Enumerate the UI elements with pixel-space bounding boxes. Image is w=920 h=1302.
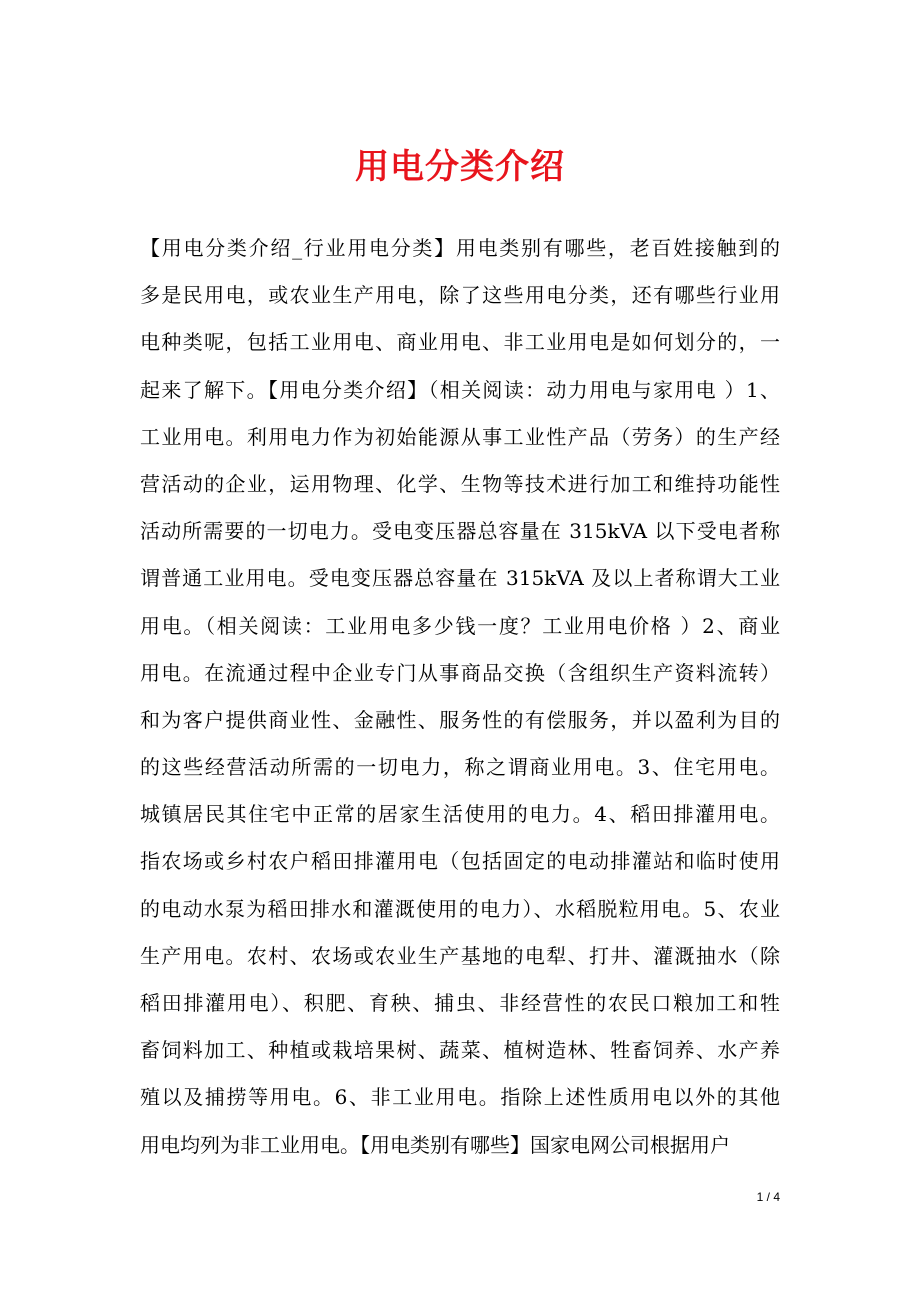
document-body — [140, 228, 780, 1172]
body-line: 活动所需要的一切电力。受电变压器总容量在 315kVA 以下受电者称 — [140, 519, 780, 544]
page-number: 1 / 4 — [756, 1190, 780, 1204]
document-title: 用电分类介绍 — [355, 147, 565, 187]
body-line: 殖以及捕捞等用电。6、非工业用电。指除上述性质用电以外的其他 — [140, 1085, 780, 1110]
body-line: 电种类呢，包括工业用电、商业用电、非工业用电是如何划分的，一 — [140, 330, 780, 355]
body-line: 和为客户提供商业性、金融性、服务性的有偿服务，并以盈利为目的 — [140, 707, 780, 732]
body-line: 畜饲料加工、种植或栽培果树、蔬菜、植树造林、牲畜饲养、水产养 — [140, 1038, 780, 1063]
body-line: 的电动水泵为稻田排水和灌溉使用的电力）、水稻脱粒用电。5、农业 — [140, 896, 780, 921]
body-line: 用电。在流通过程中企业专门从事商品交换（含组织生产资料流转） — [140, 660, 780, 685]
body-line: 稻田排灌用电）、积肥、育秧、捕虫、非经营性的农民口粮加工和牲 — [140, 991, 780, 1015]
body-line: 指农场或乡村农户稻田排灌用电（包括固定的电动排灌站和临时使用 — [140, 849, 780, 874]
body-line: 工业用电。利用电力作为初始能源从事工业性产品（劳务）的生产经 — [140, 424, 780, 449]
body-line: 多是民用电，或农业生产用电，除了这些用电分类，还有哪些行业用 — [140, 283, 780, 308]
body-line: 的这些经营活动所需的一切电力，称之谓商业用电。3、住宅用电。 — [140, 755, 780, 780]
body-line: 【用电分类介绍_行业用电分类】用电类别有哪些，老百姓接触到的 — [140, 236, 780, 260]
body-line: 营活动的企业，运用物理、化学、生物等技术进行加工和维持功能性 — [140, 471, 780, 496]
body-line: 用电均列为非工业用电。【用电类别有哪些】国家电网公司根据用户 — [140, 1132, 730, 1157]
body-line: 城镇居民其住宅中正常的居家生活使用的电力。4、稻田排灌用电。 — [140, 802, 780, 827]
body-line: 用电。（相关阅读：工业用电多少钱一度？工业用电价格 ）2、商业 — [140, 613, 780, 638]
body-line: 谓普通工业用电。受电变压器总容量在 315kVA 及以上者称谓大工业 — [140, 566, 780, 591]
body-line: 起来了解下。【用电分类介绍】（相关阅读：动力用电与家用电 ）1、 — [140, 377, 780, 402]
body-line: 生产用电。农村、农场或农业生产基地的电犁、打井、灌溉抽水（除 — [140, 943, 780, 968]
